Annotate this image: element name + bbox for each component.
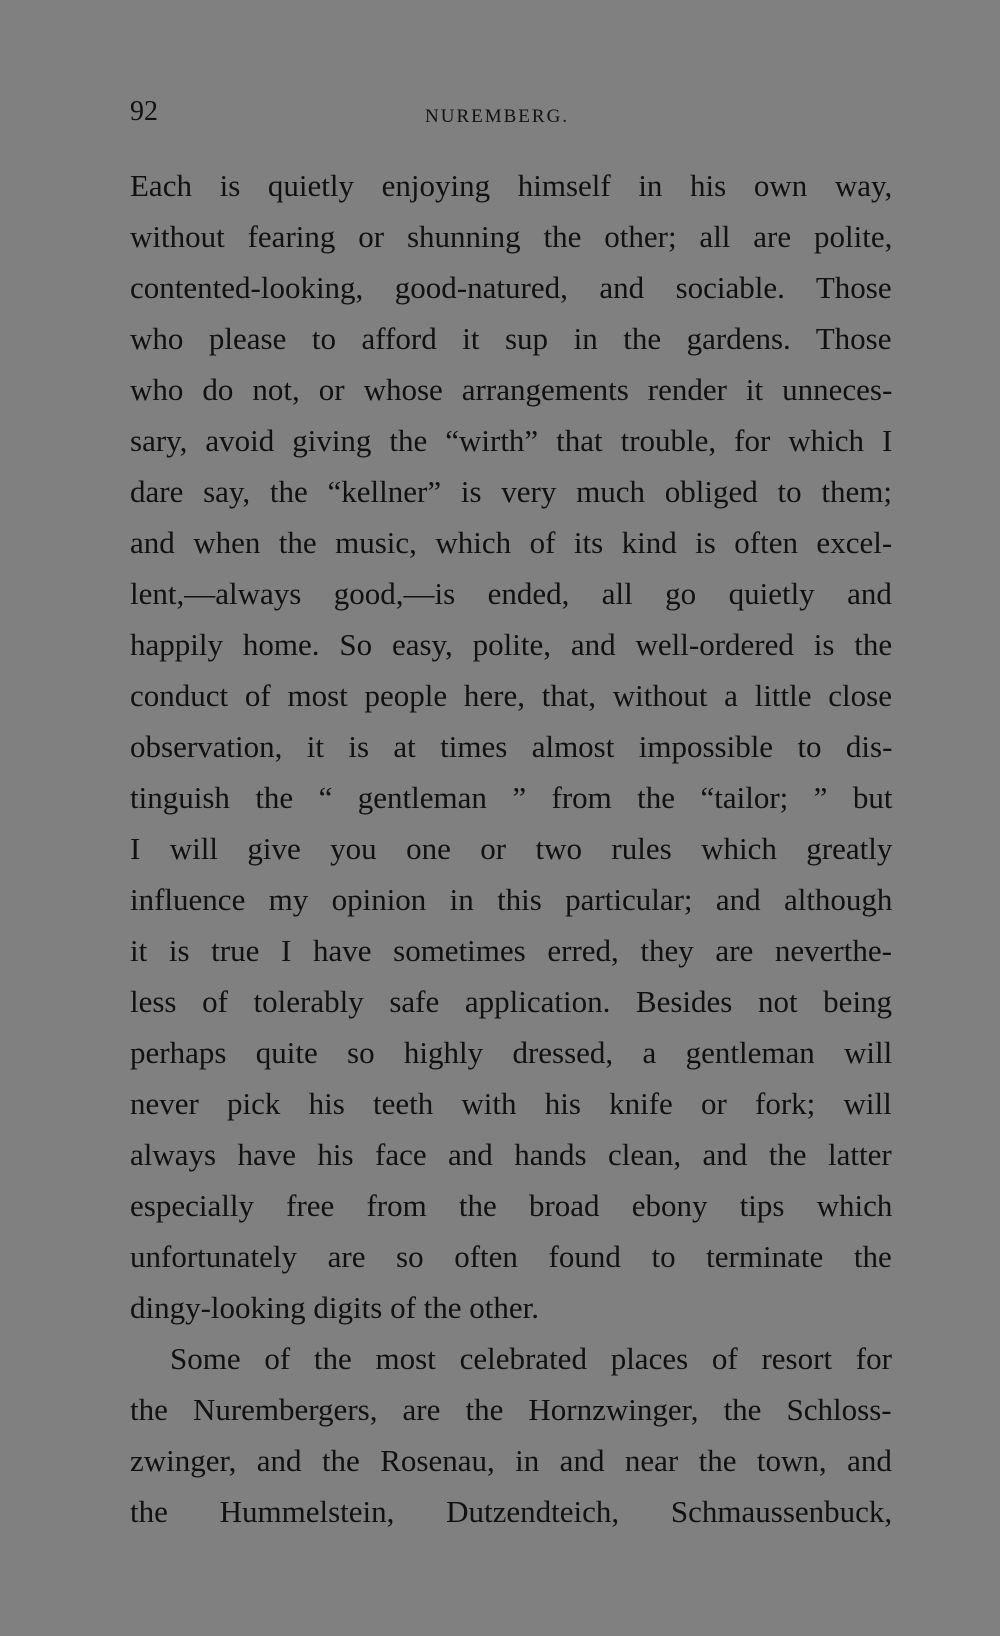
running-head: NUREMBERG.: [425, 106, 570, 127]
text-line: never pick his teeth with his knife or fork; will: [130, 1086, 892, 1121]
text-line: especially free from the broad ebony tips which: [130, 1188, 893, 1223]
text-line: contented-looking, good-natured, and sociable. Those: [130, 270, 892, 305]
text-line: who please to afford it sup in the gardens. Those: [130, 321, 892, 356]
page-number: 92: [130, 96, 158, 127]
text-line: zwinger, and the Rosenau, in and near the town, and: [130, 1443, 892, 1478]
paragraph-2: [130, 1333, 892, 1537]
text-line: happily home. So easy, polite, and well-ordered is the: [130, 627, 893, 662]
page-header: [130, 96, 892, 136]
text-line: sary, avoid giving the “wirth” that trouble, for which I: [130, 423, 893, 458]
text-line: dare say, the “kellner” is very much obliged to them;: [130, 474, 892, 509]
text-line: unfortunately are so often found to terminate the: [130, 1239, 892, 1274]
text-line: Some of the most celebrated places of resort for: [170, 1341, 892, 1376]
text-line: the Nurembergers, are the Hornzwinger, the Schloss-: [130, 1392, 892, 1427]
text-line: tinguish the “ gentleman ” from the “tailor; ” but: [130, 780, 893, 815]
text-line: observation, it is at times almost impossible to dis-: [130, 729, 893, 764]
text-line: always have his face and hands clean, and the latter: [130, 1137, 892, 1172]
text-line: influence my opinion in this particular; and although: [130, 882, 893, 917]
text-line: without fearing or shunning the other; all are polite,: [130, 219, 893, 254]
text-line: perhaps quite so highly dressed, a gentleman will: [130, 1035, 893, 1070]
body-text: [130, 160, 892, 1537]
text-line: dingy-looking digits of the other.: [130, 1290, 539, 1325]
text-line: less of tolerably safe application. Besides not being: [130, 984, 893, 1019]
text-line: and when the music, which of its kind is often excel-: [130, 525, 893, 560]
text-line: I will give you one or two rules which greatly: [130, 831, 893, 866]
text-line: who do not, or whose arrangements render it unneces-: [130, 372, 893, 407]
text-line: it is true I have sometimes erred, they are neverthe-: [130, 933, 892, 968]
text-line: the Hummelstein, Dutzendteich, Schmaussenbuck,: [130, 1494, 893, 1529]
text-line: conduct of most people here, that, without a little close: [130, 678, 892, 713]
text-line: Each is quietly enjoying himself in his own way,: [130, 168, 893, 203]
paragraph-1: [130, 160, 892, 1333]
text-line: lent,—always good,—is ended, all go quietly and: [130, 576, 892, 611]
